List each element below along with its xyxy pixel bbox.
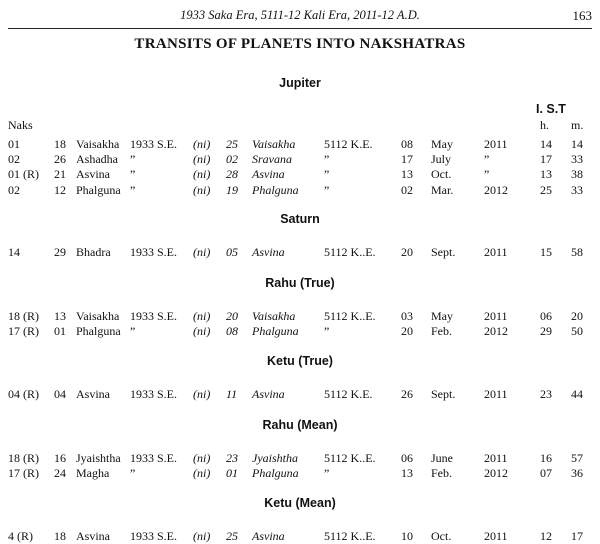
cell-era2: 5112 K..E. bbox=[324, 309, 376, 323]
cell-month2: Phalguna bbox=[252, 466, 299, 480]
cell-era: 1933 S.E. bbox=[130, 137, 178, 151]
cell-naks: 17 (R) bbox=[8, 324, 39, 338]
cell-m: 20 bbox=[571, 309, 583, 323]
cell-day2: 19 bbox=[226, 183, 238, 197]
table-row bbox=[0, 324, 600, 339]
cell-era: 1933 S.E. bbox=[130, 245, 178, 259]
cell-ni: (ni) bbox=[193, 167, 211, 181]
table-row bbox=[0, 183, 600, 198]
cell-day2: 02 bbox=[226, 152, 238, 166]
cell-month: Asvina bbox=[76, 167, 110, 181]
cell-naks: 18 (R) bbox=[8, 309, 39, 323]
cell-h: 13 bbox=[540, 167, 552, 181]
section-heading: Ketu (True) bbox=[267, 354, 333, 368]
table-row bbox=[0, 309, 600, 324]
cell-m: 38 bbox=[571, 167, 583, 181]
cell-ni: (ni) bbox=[193, 387, 211, 401]
cell-era: 1933 S.E. bbox=[130, 309, 178, 323]
cell-m: 33 bbox=[571, 152, 583, 166]
cell-gmonth: Sept. bbox=[431, 245, 456, 259]
cell-date: 17 bbox=[401, 152, 413, 166]
cell-date: 20 bbox=[401, 324, 413, 338]
cell-era2: 5112 K.E. bbox=[324, 137, 373, 151]
cell-year: ” bbox=[484, 167, 490, 181]
cell-ni: (ni) bbox=[193, 466, 211, 480]
cell-m: 58 bbox=[571, 245, 583, 259]
table-row bbox=[0, 529, 600, 544]
cell-month: Ashadha bbox=[76, 152, 118, 166]
cell-ni: (ni) bbox=[193, 137, 211, 151]
cell-month2: Asvina bbox=[252, 245, 285, 259]
cell-day2: 25 bbox=[226, 137, 238, 151]
cell-era2: 5112 K..E. bbox=[324, 451, 376, 465]
page-number: 163 bbox=[572, 8, 592, 23]
cell-m: 57 bbox=[571, 451, 583, 465]
cell-era2: ” bbox=[324, 167, 330, 181]
section-heading: Rahu (Mean) bbox=[262, 418, 338, 432]
cell-day2: 23 bbox=[226, 451, 238, 465]
cell-month: Phalguna bbox=[76, 183, 121, 197]
cell-ni: (ni) bbox=[193, 324, 211, 338]
cell-month: Phalguna bbox=[76, 324, 121, 338]
cell-date: 02 bbox=[401, 183, 413, 197]
cell-h: 16 bbox=[540, 451, 552, 465]
cell-gmonth: June bbox=[431, 451, 453, 465]
cell-ni: (ni) bbox=[193, 152, 211, 166]
hours-column-head: h. bbox=[540, 118, 549, 132]
table-row bbox=[0, 137, 600, 152]
cell-month: Magha bbox=[76, 466, 110, 480]
cell-naks: 01 (R) bbox=[8, 167, 39, 181]
cell-month: Vaisakha bbox=[76, 137, 120, 151]
cell-month: Asvina bbox=[76, 529, 110, 543]
cell-year: 2011 bbox=[484, 529, 508, 543]
minutes-column-head: m. bbox=[571, 118, 584, 132]
cell-h: 14 bbox=[540, 137, 552, 151]
cell-year: 2011 bbox=[484, 387, 508, 401]
section-heading: Ketu (Mean) bbox=[264, 496, 336, 510]
cell-m: 36 bbox=[571, 466, 583, 480]
cell-naks: 02 bbox=[8, 183, 20, 197]
cell-h: 06 bbox=[540, 309, 552, 323]
cell-naks: 17 (R) bbox=[8, 466, 39, 480]
ist-column-head: I. S.T bbox=[536, 102, 566, 116]
cell-month: Asvina bbox=[76, 387, 110, 401]
cell-era: ” bbox=[130, 152, 136, 166]
section-heading: Rahu (True) bbox=[265, 276, 335, 290]
section-heading: Saturn bbox=[280, 212, 320, 226]
cell-month2: Vaisakha bbox=[252, 137, 296, 151]
table-row bbox=[0, 167, 600, 182]
cell-h: 23 bbox=[540, 387, 552, 401]
cell-day: 18 bbox=[54, 137, 66, 151]
cell-day: 24 bbox=[54, 466, 66, 480]
cell-day: 26 bbox=[54, 152, 66, 166]
cell-gmonth: May bbox=[431, 137, 453, 151]
cell-day: 01 bbox=[54, 324, 66, 338]
cell-date: 13 bbox=[401, 466, 413, 480]
cell-m: 17 bbox=[571, 529, 583, 543]
cell-date: 26 bbox=[401, 387, 413, 401]
cell-era2: 5112 K..E. bbox=[324, 245, 376, 259]
cell-h: 12 bbox=[540, 529, 552, 543]
cell-month2: Phalguna bbox=[252, 324, 299, 338]
naks-column-head: Naks bbox=[8, 118, 33, 132]
cell-naks: 4 (R) bbox=[8, 529, 33, 543]
cell-ni: (ni) bbox=[193, 245, 211, 259]
cell-era: ” bbox=[130, 324, 136, 338]
cell-gmonth: July bbox=[431, 152, 452, 166]
cell-month2: Asvina bbox=[252, 387, 285, 401]
cell-month: Vaisakha bbox=[76, 309, 120, 323]
cell-gmonth: Oct. bbox=[431, 529, 452, 543]
cell-era: ” bbox=[130, 466, 136, 480]
cell-day: 29 bbox=[54, 245, 66, 259]
cell-year: 2011 bbox=[484, 137, 508, 151]
cell-year: 2012 bbox=[484, 466, 508, 480]
cell-m: 14 bbox=[571, 137, 583, 151]
cell-era2: ” bbox=[324, 324, 330, 338]
cell-naks: 04 (R) bbox=[8, 387, 39, 401]
cell-day2: 20 bbox=[226, 309, 238, 323]
cell-year: 2011 bbox=[484, 451, 508, 465]
running-header bbox=[0, 6, 600, 28]
cell-day: 18 bbox=[54, 529, 66, 543]
table-row bbox=[0, 152, 600, 167]
table-row bbox=[0, 245, 600, 260]
cell-naks: 01 bbox=[8, 137, 20, 151]
cell-gmonth: Feb. bbox=[431, 466, 452, 480]
cell-era2: 5112 K.E. bbox=[324, 387, 373, 401]
cell-date: 10 bbox=[401, 529, 413, 543]
cell-m: 44 bbox=[571, 387, 583, 401]
cell-ni: (ni) bbox=[193, 529, 211, 543]
cell-year: 2011 bbox=[484, 245, 508, 259]
cell-era: 1933 S.E. bbox=[130, 387, 178, 401]
cell-gmonth: Oct. bbox=[431, 167, 452, 181]
table-row bbox=[0, 387, 600, 402]
cell-date: 13 bbox=[401, 167, 413, 181]
cell-gmonth: Sept. bbox=[431, 387, 456, 401]
cell-date: 06 bbox=[401, 451, 413, 465]
cell-day2: 28 bbox=[226, 167, 238, 181]
cell-m: 50 bbox=[571, 324, 583, 338]
cell-day2: 05 bbox=[226, 245, 238, 259]
cell-h: 29 bbox=[540, 324, 552, 338]
cell-date: 20 bbox=[401, 245, 413, 259]
cell-era2: ” bbox=[324, 152, 330, 166]
cell-day2: 25 bbox=[226, 529, 238, 543]
header-rule bbox=[8, 28, 592, 29]
cell-naks: 14 bbox=[8, 245, 20, 259]
cell-year: 2012 bbox=[484, 183, 508, 197]
cell-year: 2011 bbox=[484, 309, 508, 323]
cell-h: 07 bbox=[540, 466, 552, 480]
cell-date: 03 bbox=[401, 309, 413, 323]
cell-month2: Phalguna bbox=[252, 183, 299, 197]
cell-h: 15 bbox=[540, 245, 552, 259]
table-row bbox=[0, 466, 600, 481]
cell-era2: 5112 K..E. bbox=[324, 529, 376, 543]
cell-day: 04 bbox=[54, 387, 66, 401]
cell-ni: (ni) bbox=[193, 183, 211, 197]
cell-gmonth: May bbox=[431, 309, 453, 323]
cell-day: 12 bbox=[54, 183, 66, 197]
cell-era2: ” bbox=[324, 183, 330, 197]
cell-day: 13 bbox=[54, 309, 66, 323]
cell-naks: 02 bbox=[8, 152, 20, 166]
cell-day: 16 bbox=[54, 451, 66, 465]
running-header-title: 1933 Saka Era, 5111-12 Kali Era, 2011-12 A.D. bbox=[180, 8, 420, 22]
cell-year: 2012 bbox=[484, 324, 508, 338]
cell-era: 1933 S.E. bbox=[130, 529, 178, 543]
cell-h: 17 bbox=[540, 152, 552, 166]
cell-ni: (ni) bbox=[193, 451, 211, 465]
cell-month2: Jyaishtha bbox=[252, 451, 298, 465]
section-heading: Jupiter bbox=[279, 76, 321, 90]
cell-month2: Vaisakha bbox=[252, 309, 296, 323]
page-title: TRANSITS OF PLANETS INTO NAKSHATRAS bbox=[134, 36, 466, 52]
cell-naks: 18 (R) bbox=[8, 451, 39, 465]
cell-month2: Asvina bbox=[252, 167, 285, 181]
cell-gmonth: Mar. bbox=[431, 183, 454, 197]
cell-h: 25 bbox=[540, 183, 552, 197]
cell-month2: Asvina bbox=[252, 529, 285, 543]
cell-year: ” bbox=[484, 152, 490, 166]
cell-era: ” bbox=[130, 183, 136, 197]
cell-gmonth: Feb. bbox=[431, 324, 452, 338]
cell-day2: 01 bbox=[226, 466, 238, 480]
cell-month2: Sravana bbox=[252, 152, 292, 166]
cell-ni: (ni) bbox=[193, 309, 211, 323]
cell-m: 33 bbox=[571, 183, 583, 197]
cell-month: Jyaishtha bbox=[76, 451, 121, 465]
cell-month: Bhadra bbox=[76, 245, 111, 259]
cell-day: 21 bbox=[54, 167, 66, 181]
cell-day2: 11 bbox=[226, 387, 238, 401]
table-row bbox=[0, 451, 600, 466]
cell-day2: 08 bbox=[226, 324, 238, 338]
cell-era: ” bbox=[130, 167, 136, 181]
cell-era2: ” bbox=[324, 466, 330, 480]
cell-era: 1933 S.E. bbox=[130, 451, 178, 465]
cell-date: 08 bbox=[401, 137, 413, 151]
